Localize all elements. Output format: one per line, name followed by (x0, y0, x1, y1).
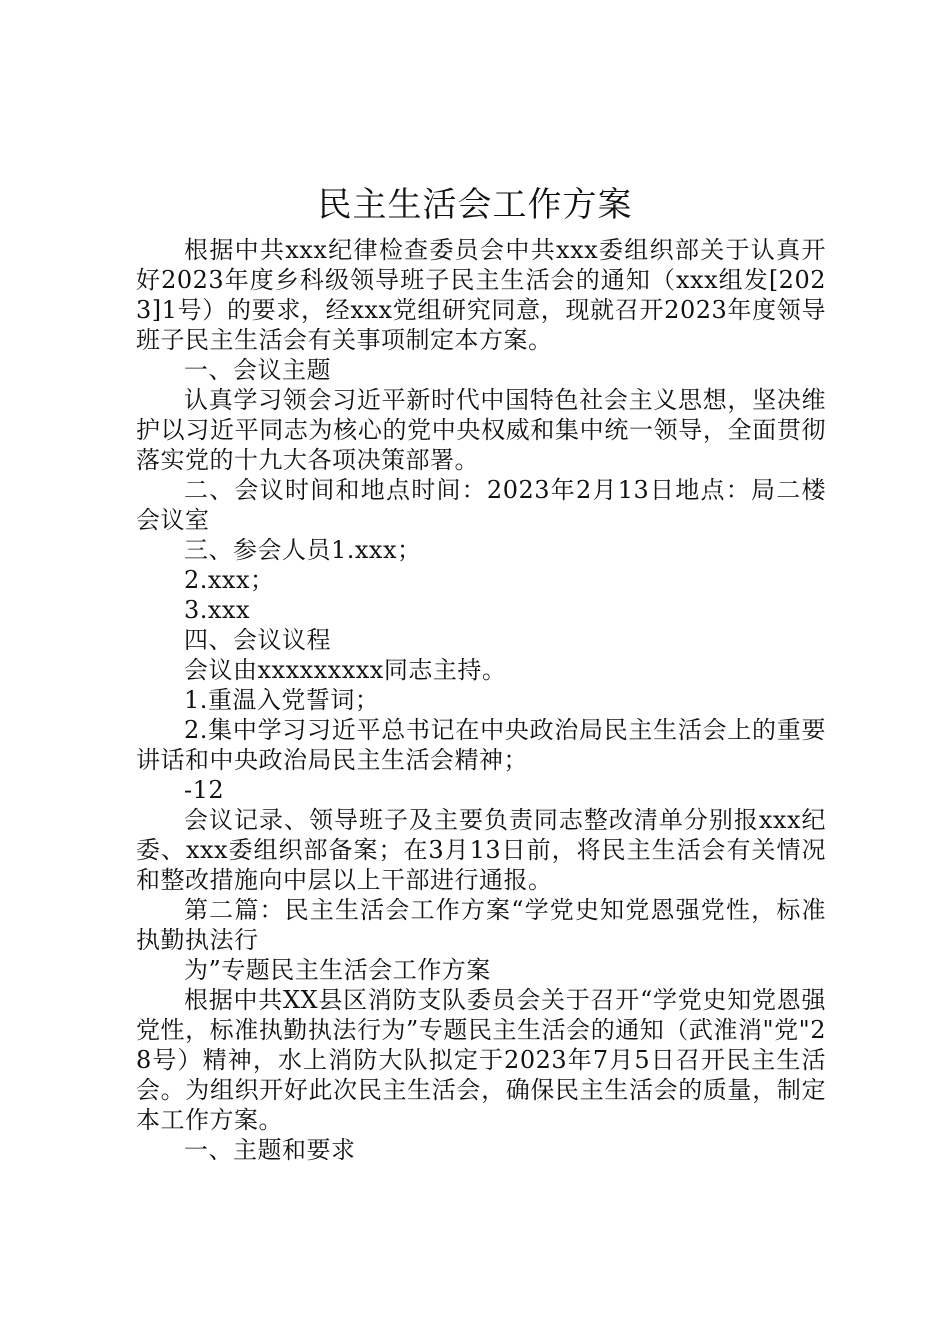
second-part-heading: 第二篇：民主生活会工作方案“学党史知党恩强党性，标准执勤执法行 (136, 896, 826, 954)
heading-attendees: 三、参会人员1.xxx； (184, 536, 422, 564)
attendee-item-2: 2.xxx； (184, 566, 275, 594)
page-marker: -12 (184, 776, 225, 804)
page-title: 民主生活会工作方案 (317, 185, 633, 225)
agenda-item-1: 1.重温入党誓词； (184, 686, 380, 714)
heading-meeting-theme: 一、会议主题 (184, 356, 331, 384)
heading-theme-requirements: 一、主题和要求 (184, 1136, 356, 1164)
paragraph-meeting-theme: 认真学习领会习近平新时代中国特色社会主义思想，坚决维护以习近平同志为核心的党中央权威和集中统一领导，全面贯彻落实党的十九大各项决策部署。 (136, 386, 826, 474)
heading-time-place: 二、会议时间和地点时间：2023年2月13日地点：局二楼会议室 (136, 476, 826, 534)
paragraph-second-intro: 根据中共XX县区消防支队委员会关于召开“学党史知党恩强党性，标准执勤执法行为”专题民主生活会的通知（武淮消"党"28号）精神，水上消防大队拟定于2023年7月5日召开民主生活会。为组织开好此次民主生活会，确保民主生活会的质量，制定本工作方案。 (136, 986, 826, 1134)
agenda-host: 会议由xxxxxxxxx同志主持。 (184, 656, 507, 684)
second-part-heading-cont: 为”专题民主生活会工作方案 (184, 956, 491, 984)
agenda-item-2: 2.集中学习习近平总书记在中央政治局民主生活会上的重要讲话和中央政治局民主生活会精神； (136, 716, 826, 774)
heading-agenda: 四、会议议程 (184, 626, 331, 654)
attendee-item-3: 3.xxx (184, 596, 251, 624)
paragraph-intro: 根据中共xxx纪律检查委员会中共xxx委组织部关于认真开好2023年度乡科级领导班子民主生活会的通知（xxx组发[2023]1号）的要求，经xxx党组研究同意，现就召开2023年度领导班子民主生活会有关事项制定本方案。 (136, 236, 826, 354)
paragraph-records: 会议记录、领导班子及主要负责同志整改清单分别报xxx纪委、xxx委组织部备案；在3月13日前，将民主生活会有关情况和整改措施向中层以上干部进行通报。 (136, 806, 826, 894)
document-body (136, 235, 826, 1165)
